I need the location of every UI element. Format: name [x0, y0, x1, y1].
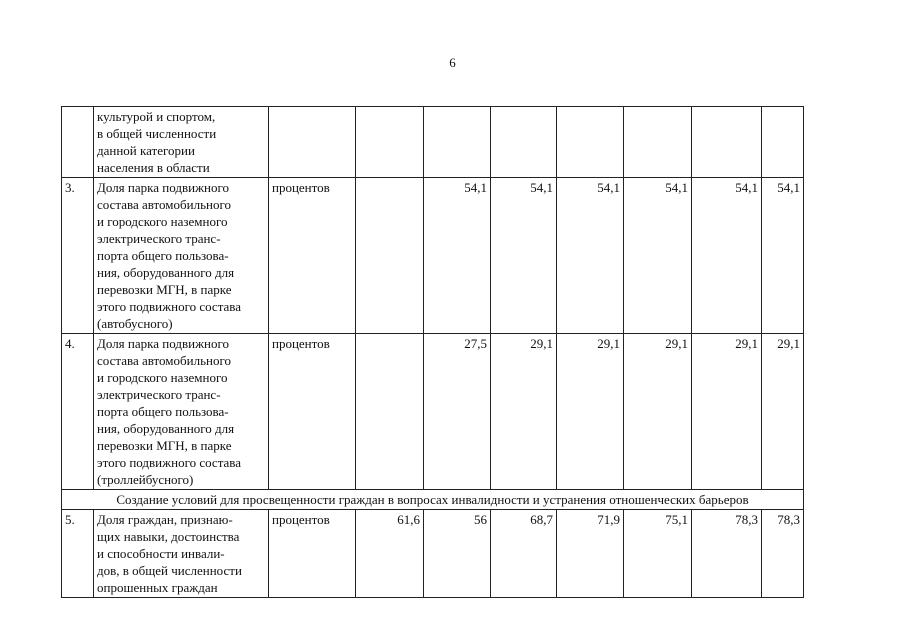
indicator-line: порта общего пользова- — [97, 248, 229, 263]
indicator-line: (автобусного) — [97, 316, 173, 331]
indicator-line: электрического транс- — [97, 231, 221, 246]
indicator-line: электрического транс- — [97, 387, 221, 402]
page-number: 6 — [449, 55, 456, 70]
indicator-line: этого подвижного состава — [97, 455, 242, 470]
value-cell — [557, 107, 624, 178]
indicator-line: и городского наземного — [97, 370, 228, 385]
value-cell: 54,1 — [762, 178, 804, 334]
indicator-line: культурой и спортом, — [97, 109, 216, 124]
table-row — [62, 178, 804, 334]
value-cell: 78,3 — [762, 510, 804, 598]
table-row — [62, 334, 804, 490]
value-cell: 29,1 — [557, 334, 624, 490]
section-row — [62, 490, 804, 510]
indicator-line: и способности инвали- — [97, 546, 225, 561]
value-cell: 54,1 — [624, 178, 692, 334]
value-cell: 75,1 — [624, 510, 692, 598]
indicator-line: населения в области — [97, 160, 210, 175]
indicator-line: перевозки МГН, в парке — [97, 282, 232, 297]
value-cell: 61,6 — [356, 510, 424, 598]
value-cell: 29,1 — [491, 334, 557, 490]
indicator-line: Доля граждан, признаю- — [97, 512, 233, 527]
table-body — [62, 107, 804, 598]
indicator-cell — [94, 178, 269, 334]
value-cell — [762, 107, 804, 178]
table-row — [62, 107, 804, 178]
indicator-line: и городского наземного — [97, 214, 228, 229]
value-cell: 54,1 — [424, 178, 491, 334]
indicator-cell — [94, 510, 269, 598]
section-title: Создание условий для просвещенности граждан в вопросах инвалидности и устранения отношенческих барьеров — [62, 490, 804, 510]
value-cell: 29,1 — [692, 334, 762, 490]
row-number-cell: 3. — [62, 178, 94, 334]
value-cell — [424, 107, 491, 178]
value-cell — [624, 107, 692, 178]
value-cell: 71,9 — [557, 510, 624, 598]
indicator-line: перевозки МГН, в парке — [97, 438, 232, 453]
indicator-line: в общей численности — [97, 126, 217, 141]
value-cell: 54,1 — [491, 178, 557, 334]
indicator-line: ния, оборудованного для — [97, 265, 235, 280]
value-cell: 78,3 — [692, 510, 762, 598]
value-cell: 29,1 — [762, 334, 804, 490]
indicator-cell — [94, 334, 269, 490]
value-cell — [491, 107, 557, 178]
value-cell: 54,1 — [557, 178, 624, 334]
unit-cell: процентов — [269, 334, 356, 490]
indicator-line: щих навыки, достоинства — [97, 529, 240, 544]
value-cell: 29,1 — [624, 334, 692, 490]
value-cell — [356, 107, 424, 178]
value-cell — [356, 334, 424, 490]
value-cell: 54,1 — [692, 178, 762, 334]
indicator-line: ния, оборудованного для — [97, 421, 235, 436]
row-number-cell — [62, 107, 94, 178]
indicator-line: Доля парка подвижного — [97, 180, 230, 195]
indicator-line: порта общего пользова- — [97, 404, 229, 419]
unit-cell: процентов — [269, 510, 356, 598]
indicator-line: этого подвижного состава — [97, 299, 242, 314]
indicator-line: (троллейбусного) — [97, 472, 194, 487]
indicators-table — [61, 106, 804, 598]
row-number-cell: 5. — [62, 510, 94, 598]
indicator-line: дов, в общей численности — [97, 563, 242, 578]
table-row — [62, 510, 804, 598]
value-cell: 56 — [424, 510, 491, 598]
value-cell — [356, 178, 424, 334]
indicator-line: состава автомобильного — [97, 197, 231, 212]
indicator-line: опрошенных граждан — [97, 580, 218, 595]
indicator-cell — [94, 107, 269, 178]
indicator-line: состава автомобильного — [97, 353, 231, 368]
value-cell: 68,7 — [491, 510, 557, 598]
indicator-line: Доля парка подвижного — [97, 336, 230, 351]
unit-cell — [269, 107, 356, 178]
row-number-cell: 4. — [62, 334, 94, 490]
unit-cell: процентов — [269, 178, 356, 334]
value-cell: 27,5 — [424, 334, 491, 490]
indicator-line: данной категории — [97, 143, 195, 158]
value-cell — [692, 107, 762, 178]
